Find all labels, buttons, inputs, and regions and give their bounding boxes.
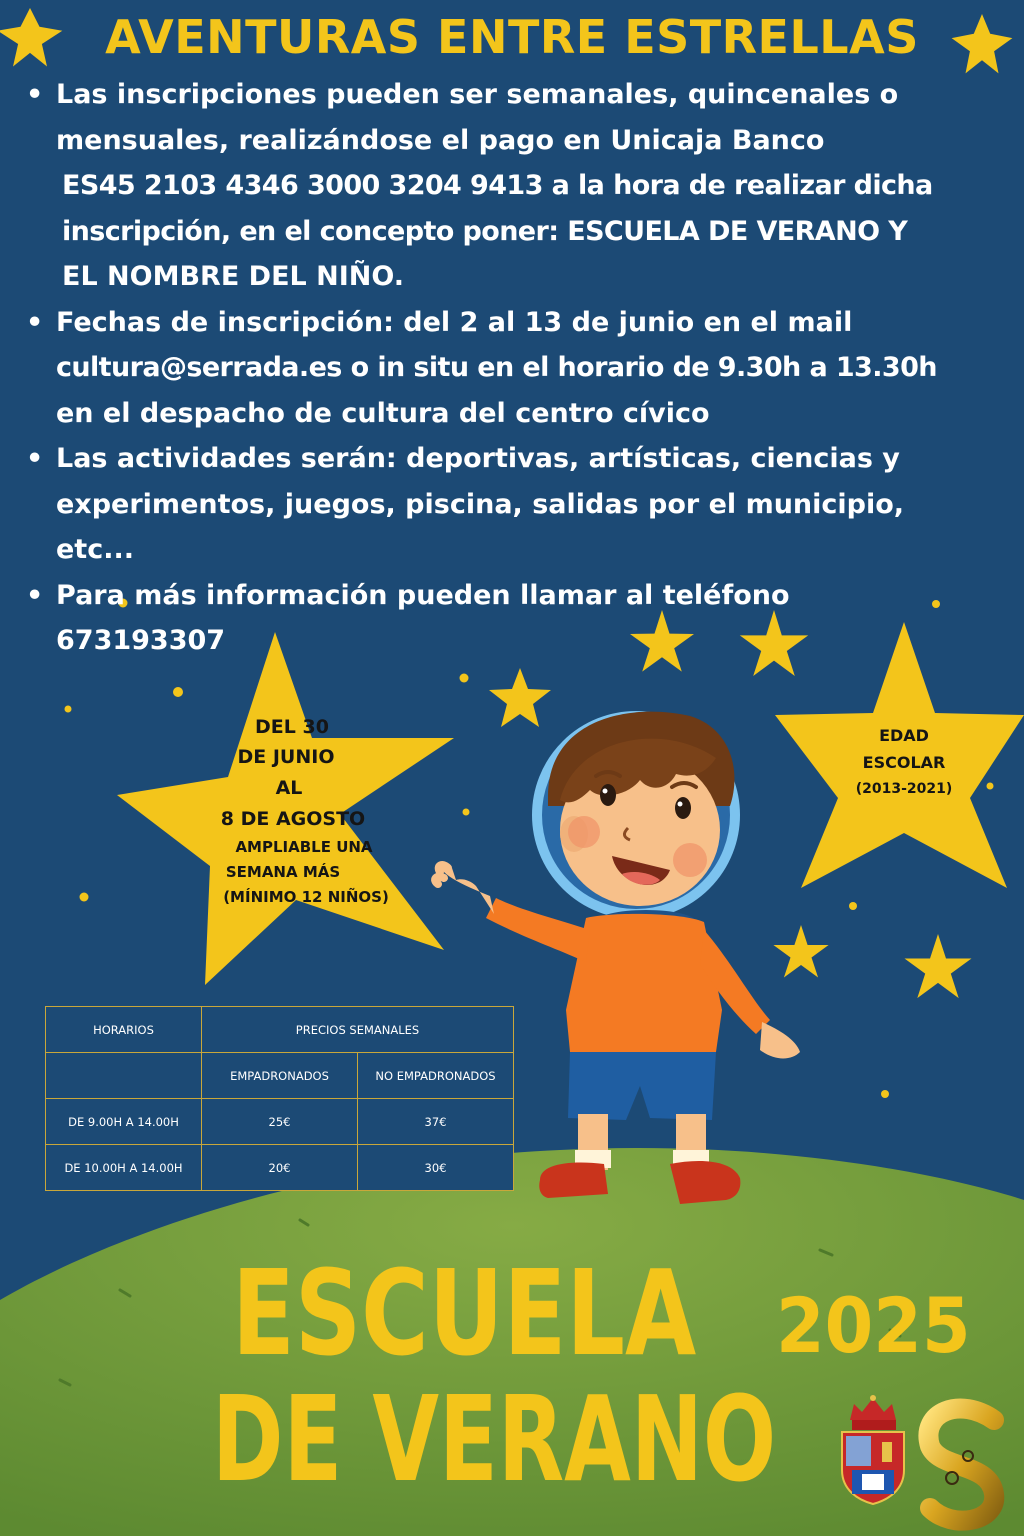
dates-line: DEL 30 (255, 716, 329, 738)
dates-note: SEMANA MÁS (225, 863, 341, 881)
info-line: Fechas de inscripción: del 2 al 13 de junio en el mail (56, 306, 853, 338)
table-row (46, 1145, 514, 1191)
info-line: Las inscripciones pueden ser semanales, quincenales o (56, 79, 899, 110)
age-line: EDAD (879, 726, 929, 745)
dates-note: (MÍNIMO 12 NIÑOS) (223, 888, 389, 906)
table-subheader-cell: NO EMPADRONADOS (358, 1053, 514, 1099)
dates-line: AL (275, 777, 303, 799)
table-subheader-row (46, 1053, 514, 1099)
star-icon (773, 925, 828, 978)
info-item-activities (20, 436, 1015, 573)
table-subheader-cell: EMPADRONADOS (202, 1053, 358, 1099)
info-item-contact (20, 573, 1015, 664)
table-header-cell: PRECIOS SEMANALES (202, 1007, 514, 1053)
info-line: experimentos, juegos, piscina, salidas por el municipio, (56, 488, 905, 520)
table-cell: DE 10.00H A 14.00H (46, 1145, 202, 1191)
bullet-icon: • (26, 443, 44, 474)
info-list (20, 72, 1015, 664)
star-icon (905, 934, 972, 998)
table-cell: 30€ (358, 1145, 514, 1191)
dates-line: DE JUNIO (237, 746, 335, 768)
info-line: mensuales, realizándose el pago en Unicaja Banco (56, 124, 825, 156)
bullet-icon: • (26, 579, 44, 611)
info-line: etc... (56, 534, 134, 565)
info-line: EL NOMBRE DEL NIÑO. (62, 261, 404, 292)
bullet-icon: • (26, 79, 44, 110)
star-icon (489, 668, 551, 727)
table-cell: 20€ (202, 1145, 358, 1191)
info-line: Las actividades serán: deportivas, artísticas, ciencias y (56, 443, 900, 474)
footer-title-line1: ESCUELA (232, 1244, 697, 1382)
table-cell: 25€ (202, 1099, 358, 1145)
info-item-registration (20, 72, 1015, 300)
table-header-row (46, 1007, 514, 1053)
page-title: AVENTURAS ENTRE ESTRELLAS (105, 10, 919, 64)
info-line: en el despacho de cultura del centro cívico (56, 397, 710, 429)
star-icon (952, 14, 1013, 73)
phone-number: 673193307 (56, 625, 226, 656)
age-line: ESCOLAR (862, 753, 946, 772)
email-line: cultura@serrada.es o in situ en el horario de 9.30h a 13.30h (56, 352, 937, 383)
table-cell: 37€ (358, 1099, 514, 1145)
table-header-cell: HORARIOS (46, 1007, 202, 1053)
info-line: inscripción, en el concepto poner: ESCUELA DE VERANO Y (62, 215, 908, 247)
info-item-dates (20, 300, 1015, 437)
dates-note: AMPLIABLE UNA (235, 838, 373, 856)
bullet-icon: • (26, 306, 44, 338)
dates-line: 8 DE AGOSTO (220, 808, 366, 830)
info-line: Para más información pueden llamar al teléfono (56, 579, 790, 611)
table-cell: DE 9.00H A 14.00H (46, 1099, 202, 1145)
table-row (46, 1099, 514, 1145)
footer-year: 2025 (776, 1281, 971, 1370)
footer-title-line2: DE VERANO (212, 1370, 777, 1508)
age-range: (2013-2021) (855, 781, 953, 797)
table-subheader-cell (46, 1053, 202, 1099)
bank-account-line: ES45 2103 4346 3000 3204 9413 a la hora de realizar dicha (62, 170, 933, 201)
price-table (45, 1006, 514, 1191)
star-icon (0, 8, 62, 67)
